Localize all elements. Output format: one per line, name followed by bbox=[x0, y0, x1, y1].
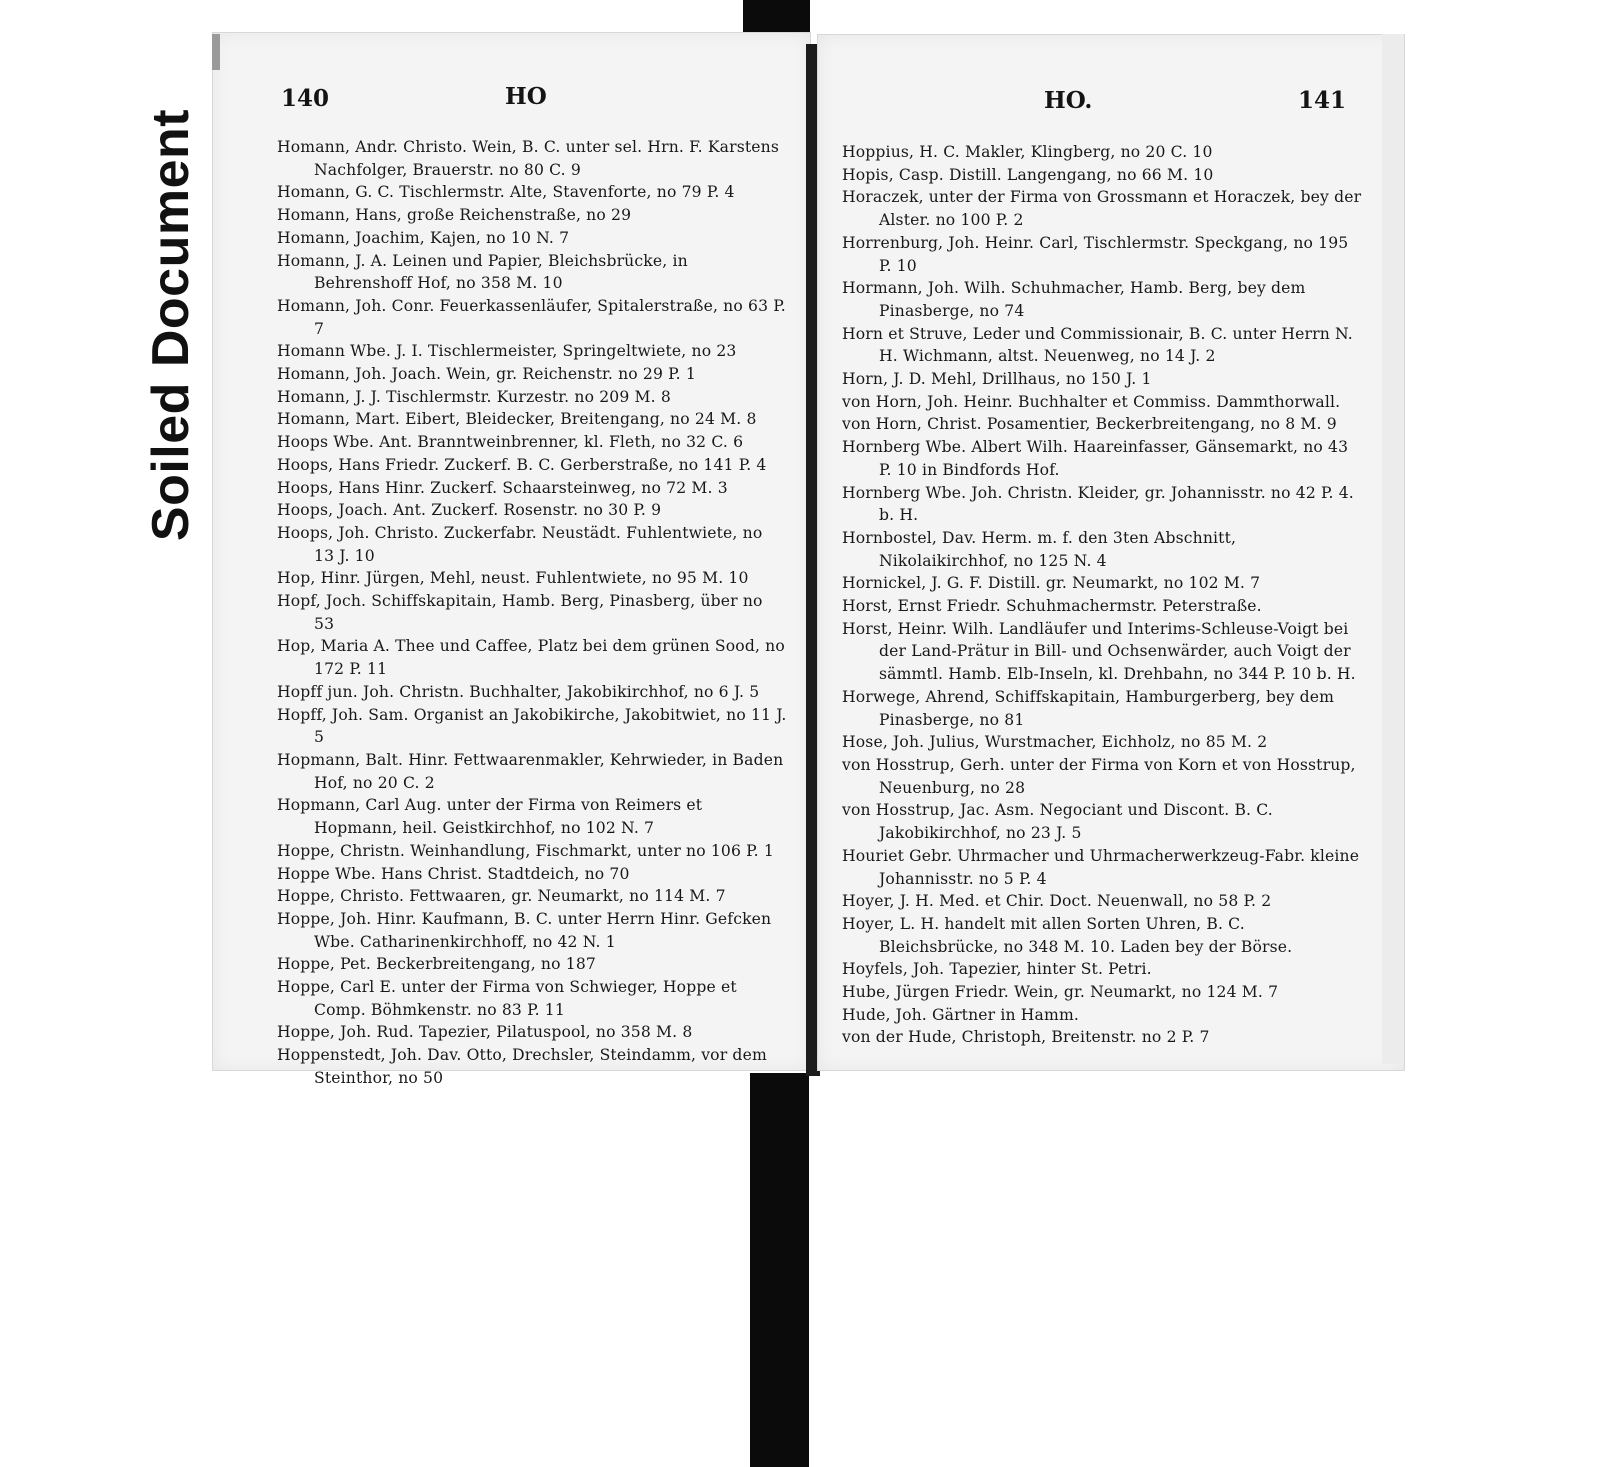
directory-entry: Hoops, Joh. Christo. Zuckerfabr. Neustädt. Fuhlentwiete, no 13 J. 10 bbox=[277, 523, 763, 565]
directory-entry: von Horn, Christ. Posamentier, Beckerbreitengang, no 8 M. 9 bbox=[842, 415, 1337, 434]
directory-entry: Hoops, Joach. Ant. Zuckerf. Rosenstr. no 30 P. 9 bbox=[277, 501, 662, 520]
directory-entry: Hopmann, Balt. Hinr. Fettwaarenmakler, Kehrwieder, in Baden Hof, no 20 C. 2 bbox=[277, 750, 784, 792]
right-page bbox=[817, 34, 1405, 1071]
directory-entry: Hornbostel, Dav. Herm. m. f. den 3ten Abschnitt, Nikolaikirchhof, no 125 N. 4 bbox=[842, 528, 1237, 570]
directory-entry: Hornickel, J. G. F. Distill. gr. Neumarkt, no 102 M. 7 bbox=[842, 574, 1261, 593]
directory-entry: von Hosstrup, Jac. Asm. Negociant und Discont. B. C. Jakobikirchhof, no 23 J. 5 bbox=[842, 801, 1273, 843]
directory-entry: Hoppe, Christn. Weinhandlung, Fischmarkt, unter no 106 P. 1 bbox=[277, 841, 774, 860]
left-page bbox=[212, 32, 811, 1087]
directory-entry: Hube, Jürgen Friedr. Wein, gr. Neumarkt, no 124 M. 7 bbox=[842, 983, 1279, 1002]
directory-entry: Hoppius, H. C. Makler, Klingberg, no 20 C. 10 bbox=[842, 143, 1213, 161]
directory-entry: Hose, Joh. Julius, Wurstmacher, Eichholz, no 85 M. 2 bbox=[842, 733, 1268, 752]
directory-entry: Homann, Andr. Christo. Wein, B. C. unter sel. Hrn. F. Karstens Nachfolger, Brauerstr. no 80 C. 9 bbox=[277, 138, 779, 179]
directory-entry: Horaczek, unter der Firma von Grossmann et Horaczek, bey der Alster. no 100 P. 2 bbox=[842, 188, 1362, 230]
directory-entry: Hoops Wbe. Ant. Branntweinbrenner, kl. Fleth, no 32 C. 6 bbox=[277, 433, 744, 452]
directory-entry: Hoppe, Pet. Beckerbreitengang, no 187 bbox=[277, 955, 596, 974]
directory-entry: Hude, Joh. Gärtner in Hamm. bbox=[842, 1005, 1079, 1024]
directory-entry: Homann, J. A. Leinen und Papier, Bleichsbrücke, in Behrenshoff Hof, no 358 M. 10 bbox=[277, 251, 688, 293]
directory-entry: Hoyfels, Joh. Tapezier, hinter St. Petri. bbox=[842, 960, 1152, 979]
directory-entry: von Horn, Joh. Heinr. Buchhalter et Commiss. Dammthorwall. bbox=[842, 392, 1341, 411]
directory-entry: Horwege, Ahrend, Schiffskapitain, Hamburgerberg, bey dem Pinasberge, no 81 bbox=[842, 687, 1335, 729]
directory-entry: Hoppe, Carl E. unter der Firma von Schwieger, Hoppe et Comp. Böhmkenstr. no 83 P. 11 bbox=[277, 978, 737, 1019]
directory-entry: von Hosstrup, Gerh. unter der Firma von Korn et von Hosstrup, Neuenburg, no 28 bbox=[842, 755, 1356, 797]
directory-entry: Hoops, Hans Friedr. Zuckerf. B. C. Gerberstraße, no 141 P. 4 bbox=[277, 455, 767, 474]
left-page-number: 140 bbox=[281, 85, 330, 112]
directory-entry: Houriet Gebr. Uhrmacher und Uhrmacherwerkzeug-Fabr. kleine Johannisstr. no 5 P. 4 bbox=[842, 846, 1360, 888]
left-entry-list bbox=[277, 136, 787, 1090]
directory-entry: Horn, J. D. Mehl, Drillhaus, no 150 J. 1 bbox=[842, 370, 1152, 389]
directory-entry: Horst, Heinr. Wilh. Landläufer und Interims-Schleuse-Voigt bei der Land-Prätur in Bill- und Ochsenwärder, auch Voigt der sämmtl. Hamb. Elb-Inseln, kl. Drehbahn, no 344 P. 10 b. H. bbox=[842, 619, 1356, 684]
directory-entry: Hoops, Hans Hinr. Zuckerf. Schaarsteinweg, no 72 M. 3 bbox=[277, 478, 728, 497]
soiled-document-label: Soiled Document bbox=[142, 108, 200, 542]
directory-entry: Hoyer, L. H. handelt mit allen Sorten Uhren, B. C. Bleichsbrücke, no 348 M. 10. Laden bey der Börse. bbox=[842, 914, 1293, 956]
directory-entry: Hormann, Joh. Wilh. Schuhmacher, Hamb. Berg, bey dem Pinasberge, no 74 bbox=[842, 279, 1306, 320]
left-page-header: HO bbox=[505, 83, 547, 110]
directory-entry: Hornberg Wbe. Albert Wilh. Haareinfasser, Gänsemarkt, no 43 P. 10 in Bindfords Hof. bbox=[842, 438, 1349, 479]
right-page-header: HO. bbox=[1044, 87, 1093, 114]
directory-entry: von der Hude, Christoph, Breitenstr. no 2 P. 7 bbox=[842, 1028, 1210, 1047]
page-edge-right bbox=[1382, 34, 1404, 1064]
directory-entry: Hopff jun. Joh. Christn. Buchhalter, Jakobikirchhof, no 6 J. 5 bbox=[277, 682, 760, 701]
page-edge-left bbox=[212, 34, 220, 70]
right-entry-list bbox=[842, 141, 1362, 1049]
directory-entry: Hoppe, Joh. Rud. Tapezier, Pilatuspool, no 358 M. 8 bbox=[277, 1023, 693, 1042]
directory-entry: Hopff, Joh. Sam. Organist an Jakobikirche, Jakobitwiet, no 11 J. 5 bbox=[277, 705, 787, 747]
directory-entry: Horrenburg, Joh. Heinr. Carl, Tischlermstr. Speckgang, no 195 P. 10 bbox=[842, 233, 1349, 275]
directory-entry: Hop, Maria A. Thee und Caffee, Platz bei dem grünen Sood, no 172 P. 11 bbox=[277, 637, 785, 679]
directory-entry: Hoppe Wbe. Hans Christ. Stadtdeich, no 70 bbox=[277, 864, 630, 883]
directory-entry: Hopf, Joch. Schiffskapitain, Hamb. Berg, Pinasberg, über no 53 bbox=[277, 592, 763, 633]
directory-entry: Hopmann, Carl Aug. unter der Firma von Reimers et Hopmann, heil. Geistkirchhof, no 102 N. 7 bbox=[277, 796, 703, 838]
right-page-number: 141 bbox=[1298, 87, 1347, 114]
directory-entry: Hoppe, Joh. Hinr. Kaufmann, B. C. unter Herrn Hinr. Gefcken Wbe. Catharinenkirchhoff, no 42 N. 1 bbox=[277, 909, 772, 951]
directory-entry: Hoppe, Christo. Fettwaaren, gr. Neumarkt, no 114 M. 7 bbox=[277, 887, 726, 906]
directory-entry: Homann, J. J. Tischlermstr. Kurzestr. no 209 M. 8 bbox=[277, 387, 671, 406]
directory-entry: Homann, Mart. Eibert, Bleidecker, Breitengang, no 24 M. 8 bbox=[277, 410, 757, 429]
directory-entry: Horn et Struve, Leder und Commissionair, B. C. unter Herrn N. H. Wichmann, altst. Neuenweg, no 14 J. 2 bbox=[842, 324, 1353, 366]
directory-entry: Hornberg Wbe. Joh. Christn. Kleider, gr. Johannisstr. no 42 P. 4. b. H. bbox=[842, 483, 1354, 525]
spine-shadow-bottom bbox=[750, 1073, 809, 1467]
directory-entry: Hopis, Casp. Distill. Langengang, no 66 M. 10 bbox=[842, 165, 1214, 184]
directory-entry: Horst, Ernst Friedr. Schuhmachermstr. Peterstraße. bbox=[842, 597, 1262, 616]
directory-entry: Homann, G. C. Tischlermstr. Alte, Stavenforte, no 79 P. 4 bbox=[277, 183, 735, 202]
directory-entry: Hop, Hinr. Jürgen, Mehl, neust. Fuhlentwiete, no 95 M. 10 bbox=[277, 569, 749, 588]
directory-entry: Hoyer, J. H. Med. et Chir. Doct. Neuenwall, no 58 P. 2 bbox=[842, 892, 1272, 911]
directory-entry: Homann Wbe. J. I. Tischlermeister, Springeltwiete, no 23 bbox=[277, 342, 737, 361]
directory-entry: Hoppenstedt, Joh. Dav. Otto, Drechsler, Steindamm, vor dem Steinthor, no 50 bbox=[277, 1046, 767, 1087]
directory-entry: Homann, Joh. Joach. Wein, gr. Reichenstr. no 29 P. 1 bbox=[277, 365, 696, 384]
directory-entry: Homann, Hans, große Reichenstraße, no 29 bbox=[277, 206, 632, 225]
directory-entry: Homann, Joh. Conr. Feuerkassenläufer, Spitalerstraße, no 63 P. 7 bbox=[277, 296, 786, 338]
directory-entry: Homann, Joachim, Kajen, no 10 N. 7 bbox=[277, 228, 570, 247]
